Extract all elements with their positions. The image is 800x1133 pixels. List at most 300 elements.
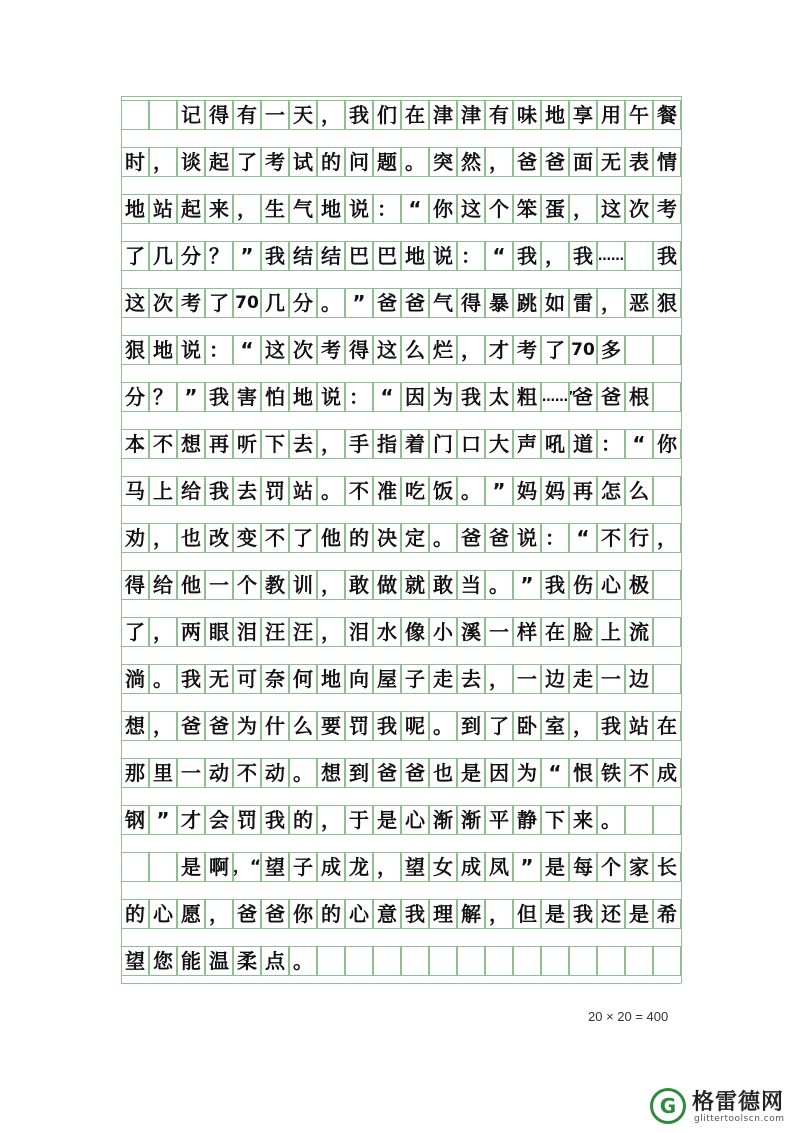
grid-cell: 狠 <box>121 335 149 365</box>
grid-cell: 我 <box>345 100 373 130</box>
grid-cell: 我 <box>457 382 485 412</box>
grid-cell: 希 <box>653 899 681 929</box>
grid-cell: 地 <box>317 664 345 694</box>
grid-cell: 会 <box>205 805 233 835</box>
grid-cell: 泪 <box>345 617 373 647</box>
grid-cell: 吼 <box>541 429 569 459</box>
grid-cell: 渐 <box>429 805 457 835</box>
grid-cell: 谈 <box>177 147 205 177</box>
grid-cell: “ <box>485 241 513 271</box>
grid-cell: 我 <box>261 805 289 835</box>
grid-cell: 想 <box>177 429 205 459</box>
grid-cell: 平 <box>485 805 513 835</box>
grid-cell: 蛋 <box>541 194 569 224</box>
grid-cell: 边 <box>625 664 653 694</box>
grid-cell <box>569 946 597 976</box>
grid-cell: 恶 <box>625 288 653 318</box>
grid-cell: 动 <box>261 758 289 788</box>
grid-cell: ， <box>485 899 513 929</box>
grid-cell: 你 <box>289 899 317 929</box>
grid-cell: 爸 <box>205 711 233 741</box>
grid-cell <box>345 946 373 976</box>
grid-cell: 一 <box>261 100 289 130</box>
grid-cell: 试 <box>289 147 317 177</box>
grid-cell: “ <box>401 194 429 224</box>
grid-cell: 说 <box>177 335 205 365</box>
grid-cell <box>373 946 401 976</box>
grid-cell: 分 <box>177 241 205 271</box>
grid-cell <box>121 852 149 882</box>
grid-cell: 变 <box>233 523 261 553</box>
grid-cell: 结 <box>317 241 345 271</box>
grid-cell: 就 <box>401 570 429 600</box>
grid-cell: 爸 <box>373 758 401 788</box>
grid-cell: 为 <box>513 758 541 788</box>
grid-cell: 定 <box>401 523 429 553</box>
grid-cell: 爸 <box>177 711 205 741</box>
grid-cell: 您 <box>149 946 177 976</box>
grid-cell: 卧 <box>513 711 541 741</box>
grid-cell: ， <box>457 335 485 365</box>
grid-cell: 罚 <box>345 711 373 741</box>
grid-cell: 我 <box>653 241 681 271</box>
grid-cell: 在 <box>401 100 429 130</box>
grid-cell: 心 <box>597 570 625 600</box>
grid-cell: 爸 <box>569 382 597 412</box>
grid-cell: 雷 <box>569 288 597 318</box>
grid-cell <box>653 335 681 365</box>
grid-cell: 。 <box>149 664 177 694</box>
grid-cell: 爸 <box>401 288 429 318</box>
grid-cell: ： <box>541 523 569 553</box>
grid-cell: 有 <box>485 100 513 130</box>
grid-cell: 我 <box>373 711 401 741</box>
grid-cell: 去 <box>289 429 317 459</box>
grid-cell <box>653 570 681 600</box>
grid-cell: 考 <box>513 335 541 365</box>
grid-cell: ……” <box>541 382 569 412</box>
grid-cell: 当 <box>457 570 485 600</box>
grid-cell: 我 <box>401 899 429 929</box>
grid-cell: 门 <box>429 429 457 459</box>
grid-cell: ， <box>541 241 569 271</box>
grid-cell: 决 <box>373 523 401 553</box>
grid-cell: 得 <box>205 100 233 130</box>
grid-cell: 站 <box>625 711 653 741</box>
grid-cell: ， <box>149 523 177 553</box>
grid-cell: 心 <box>401 805 429 835</box>
grid-cell: 我 <box>205 476 233 506</box>
grid-cell: 训 <box>289 570 317 600</box>
grid-cell: 。 <box>429 523 457 553</box>
grid-cell: 跳 <box>513 288 541 318</box>
grid-cell: 汪 <box>261 617 289 647</box>
grid-cell: ， <box>569 711 597 741</box>
grid-cell: 他 <box>177 570 205 600</box>
grid-cell: 才 <box>177 805 205 835</box>
grid-cell: 结 <box>289 241 317 271</box>
grid-cell: 淌 <box>121 664 149 694</box>
word-count-footer: 20 × 20 = 400 <box>588 1009 669 1024</box>
grid-cell: 于 <box>345 805 373 835</box>
grid-cell: 能 <box>177 946 205 976</box>
grid-cell <box>401 946 429 976</box>
grid-cell: 罚 <box>233 805 261 835</box>
grid-cell <box>597 946 625 976</box>
grid-cell: 了 <box>233 147 261 177</box>
grid-cell: 不 <box>233 758 261 788</box>
grid-cell: 子 <box>401 664 429 694</box>
grid-cell: 气 <box>289 194 317 224</box>
grid-cell <box>541 946 569 976</box>
grid-cell: 钢 <box>121 805 149 835</box>
grid-cell: 我 <box>205 382 233 412</box>
grid-cell: ， <box>485 664 513 694</box>
grid-cell: 口 <box>457 429 485 459</box>
grid-cell: 。 <box>289 946 317 976</box>
grid-cell: 到 <box>457 711 485 741</box>
grid-cell: 问 <box>345 147 373 177</box>
grid-cell: 我 <box>513 241 541 271</box>
grid-cell: 我 <box>261 241 289 271</box>
grid-cell: 无 <box>205 664 233 694</box>
grid-cell: 一 <box>177 758 205 788</box>
grid-cell: 下 <box>541 805 569 835</box>
grid-cell: 行 <box>625 523 653 553</box>
grid-cell: 的 <box>289 805 317 835</box>
grid-cell: 不 <box>597 523 625 553</box>
grid-cell: 说 <box>317 382 345 412</box>
grid-cell: ， <box>149 711 177 741</box>
grid-cell: 个 <box>597 852 625 882</box>
grid-cell: 考 <box>177 288 205 318</box>
grid-cell: 的 <box>317 147 345 177</box>
grid-cell: ” <box>485 476 513 506</box>
grid-frame-right <box>681 96 682 983</box>
grid-cell: 笨 <box>513 194 541 224</box>
grid-cell: 再 <box>569 476 597 506</box>
grid-cell: 马 <box>121 476 149 506</box>
grid-cell: 意 <box>373 899 401 929</box>
grid-cell: 为 <box>429 382 457 412</box>
grid-cell: 考 <box>261 147 289 177</box>
grid-cell <box>121 100 149 130</box>
grid-cell: ： <box>457 241 485 271</box>
grid-cell: 道 <box>569 429 597 459</box>
grid-cell <box>653 946 681 976</box>
grid-cell: 想 <box>317 758 345 788</box>
grid-cell: 这 <box>457 194 485 224</box>
grid-cell: 个 <box>485 194 513 224</box>
grid-cell: 下 <box>261 429 289 459</box>
grid-cell: 做 <box>373 570 401 600</box>
grid-cell: 解 <box>457 899 485 929</box>
grid-cell: “ <box>625 429 653 459</box>
grid-cell: 我 <box>541 570 569 600</box>
grid-cell: 们 <box>373 100 401 130</box>
grid-cell: ， <box>569 194 597 224</box>
grid-cell: 准 <box>373 476 401 506</box>
grid-cell: 的 <box>317 899 345 929</box>
grid-cell: 溪 <box>457 617 485 647</box>
grid-cell: 突 <box>429 147 457 177</box>
grid-cell: 地 <box>289 382 317 412</box>
grid-cell: ： <box>373 194 401 224</box>
grid-cell: 享 <box>569 100 597 130</box>
grid-cell: ， <box>373 852 401 882</box>
grid-cell <box>625 946 653 976</box>
grid-cell: 还 <box>597 899 625 929</box>
grid-cell: 有 <box>233 100 261 130</box>
grid-cell: 。 <box>485 570 513 600</box>
grid-cell: 一 <box>597 664 625 694</box>
grid-cell: 的 <box>345 523 373 553</box>
grid-cell: ， <box>317 805 345 835</box>
grid-cell: 敢 <box>345 570 373 600</box>
grid-cell: 像 <box>401 617 429 647</box>
grid-cell: 了 <box>121 241 149 271</box>
grid-cell: 为 <box>233 711 261 741</box>
grid-cell: 不 <box>149 429 177 459</box>
grid-cell: 地 <box>121 194 149 224</box>
grid-cell: 小 <box>429 617 457 647</box>
grid-cell: 爸 <box>513 147 541 177</box>
grid-cell: 一 <box>205 570 233 600</box>
grid-cell: 望 <box>121 946 149 976</box>
grid-cell: ” <box>513 852 541 882</box>
grid-cell: 指 <box>373 429 401 459</box>
grid-cell: ， <box>233 194 261 224</box>
grid-cell: 害 <box>233 382 261 412</box>
grid-cell: 我 <box>569 241 597 271</box>
grid-cell: …… <box>597 241 625 271</box>
grid-cell: 津 <box>457 100 485 130</box>
grid-cell: 考 <box>653 194 681 224</box>
grid-cell: 恨 <box>569 758 597 788</box>
grid-cell: 上 <box>149 476 177 506</box>
grid-cell: 了 <box>541 335 569 365</box>
grid-cell: 。 <box>317 476 345 506</box>
grid-cell: 考 <box>317 335 345 365</box>
grid-cell: 午 <box>625 100 653 130</box>
grid-cell: 一 <box>513 664 541 694</box>
grid-cell: 大 <box>485 429 513 459</box>
grid-cell: “ <box>233 335 261 365</box>
grid-cell: 用 <box>597 100 625 130</box>
grid-cell: 地 <box>541 100 569 130</box>
grid-cell: 再 <box>205 429 233 459</box>
grid-cell: 龙 <box>345 852 373 882</box>
grid-cell: ，“ <box>233 852 261 882</box>
grid-cell: 。 <box>289 758 317 788</box>
grid-cell: 站 <box>289 476 317 506</box>
grid-cell <box>149 852 177 882</box>
grid-cell: 天 <box>289 100 317 130</box>
grid-cell: 的 <box>121 899 149 929</box>
grid-cell: ， <box>317 429 345 459</box>
grid-cell: 子 <box>289 852 317 882</box>
grid-cell: 记 <box>177 100 205 130</box>
grid-cell: 得 <box>121 570 149 600</box>
grid-cell: 粗 <box>513 382 541 412</box>
grid-cell: 无 <box>597 147 625 177</box>
grid-cell: 到 <box>345 758 373 788</box>
grid-cell: 是 <box>457 758 485 788</box>
grid-cell: 气 <box>429 288 457 318</box>
grid-cell: ， <box>317 617 345 647</box>
grid-cell: ， <box>317 570 345 600</box>
grid-cell: 可 <box>233 664 261 694</box>
grid-cell: 眼 <box>205 617 233 647</box>
grid-cell: 奈 <box>261 664 289 694</box>
grid-cell: 70 <box>569 335 597 365</box>
grid-cell <box>653 805 681 835</box>
grid-cell: ， <box>149 147 177 177</box>
grid-cell <box>653 382 681 412</box>
grid-cell: 罚 <box>261 476 289 506</box>
logo-icon: G <box>650 1088 686 1124</box>
grid-cell: 题 <box>373 147 401 177</box>
grid-cell: 望 <box>401 852 429 882</box>
grid-cell: ” <box>177 382 205 412</box>
grid-cell: 因 <box>401 382 429 412</box>
grid-cell: 了 <box>205 288 233 318</box>
grid-cell: 暴 <box>485 288 513 318</box>
grid-cell: 向 <box>345 664 373 694</box>
grid-cell: 去 <box>233 476 261 506</box>
grid-cell: 不 <box>345 476 373 506</box>
grid-cell: 表 <box>625 147 653 177</box>
grid-cell <box>457 946 485 976</box>
grid-cell: 多 <box>597 335 625 365</box>
grid-cell: 给 <box>177 476 205 506</box>
grid-cell: 爸 <box>485 523 513 553</box>
grid-cell: 起 <box>205 147 233 177</box>
grid-cell: 走 <box>429 664 457 694</box>
grid-cell: 地 <box>317 194 345 224</box>
grid-cell: 然 <box>457 147 485 177</box>
grid-cell: 是 <box>541 852 569 882</box>
grid-cell: 我 <box>569 899 597 929</box>
grid-cell: 爸 <box>401 758 429 788</box>
grid-cell: 边 <box>541 664 569 694</box>
grid-cell: 在 <box>541 617 569 647</box>
grid-cell: 吃 <box>401 476 429 506</box>
grid-cell: 几 <box>261 288 289 318</box>
grid-cell: 听 <box>233 429 261 459</box>
grid-cell: ？ <box>149 382 177 412</box>
grid-cell: 个 <box>233 570 261 600</box>
grid-cell: 怎 <box>597 476 625 506</box>
grid-cell: 几 <box>149 241 177 271</box>
grid-cell: 你 <box>429 194 457 224</box>
grid-cell: 来 <box>205 194 233 224</box>
grid-cell: 流 <box>625 617 653 647</box>
grid-cell: 呢 <box>401 711 429 741</box>
grid-cell: 太 <box>485 382 513 412</box>
grid-cell: 次 <box>149 288 177 318</box>
grid-cell <box>513 946 541 976</box>
grid-cell: 成 <box>653 758 681 788</box>
grid-cell: 不 <box>625 758 653 788</box>
watermark-title: 格雷德网 <box>692 1089 785 1115</box>
grid-cell: 伤 <box>569 570 597 600</box>
grid-cell: 分 <box>121 382 149 412</box>
grid-cell: 想 <box>121 711 149 741</box>
grid-cell: 了 <box>485 711 513 741</box>
grid-cell: 时 <box>121 147 149 177</box>
grid-cell: 他 <box>317 523 345 553</box>
grid-cell <box>625 241 653 271</box>
grid-cell: 两 <box>177 617 205 647</box>
grid-cell: ， <box>149 617 177 647</box>
grid-cell: ， <box>317 100 345 130</box>
grid-cell: 么 <box>625 476 653 506</box>
grid-cell <box>653 617 681 647</box>
grid-cell: 站 <box>149 194 177 224</box>
grid-cell: 是 <box>373 805 401 835</box>
grid-cell: 面 <box>569 147 597 177</box>
grid-cell: 起 <box>177 194 205 224</box>
grid-cell: “ <box>373 382 401 412</box>
grid-cell: 。 <box>597 805 625 835</box>
grid-cell: 说 <box>513 523 541 553</box>
grid-cell: 得 <box>457 288 485 318</box>
grid-cell: 理 <box>429 899 457 929</box>
grid-cell: 这 <box>261 335 289 365</box>
grid-cell: 劝 <box>121 523 149 553</box>
grid-cell: 狠 <box>653 288 681 318</box>
grid-cell: ， <box>653 523 681 553</box>
grid-cell: 那 <box>121 758 149 788</box>
grid-cell: 不 <box>261 523 289 553</box>
grid-cell: 巴 <box>373 241 401 271</box>
grid-frame-top <box>121 96 681 97</box>
grid-cell: ” <box>233 241 261 271</box>
grid-cell: “ <box>569 523 597 553</box>
grid-cell: ， <box>597 288 625 318</box>
grid-cell: 是 <box>177 852 205 882</box>
grid-cell: 啊 <box>205 852 233 882</box>
grid-cell: 女 <box>429 852 457 882</box>
grid-cell: ” <box>149 805 177 835</box>
grid-cell: 每 <box>569 852 597 882</box>
grid-cell: 这 <box>121 288 149 318</box>
grid-cell <box>653 476 681 506</box>
grid-cell: 走 <box>569 664 597 694</box>
grid-cell: ， <box>485 147 513 177</box>
grid-cell: 室 <box>541 711 569 741</box>
grid-cell: 何 <box>289 664 317 694</box>
grid-cell: 也 <box>177 523 205 553</box>
grid-cell: 渐 <box>457 805 485 835</box>
grid-cell: 说 <box>429 241 457 271</box>
grid-cell <box>149 100 177 130</box>
grid-cell: 愿 <box>177 899 205 929</box>
grid-frame-bottom <box>121 983 681 984</box>
grid-cell: “ <box>541 758 569 788</box>
grid-cell: 爸 <box>541 147 569 177</box>
grid-cell: 了 <box>121 617 149 647</box>
grid-cell: 里 <box>149 758 177 788</box>
grid-cell: ” <box>345 288 373 318</box>
grid-cell: 屋 <box>373 664 401 694</box>
grid-cell <box>429 946 457 976</box>
grid-cell: 家 <box>625 852 653 882</box>
grid-cell: 分 <box>289 288 317 318</box>
grid-cell: 是 <box>625 899 653 929</box>
grid-cell: 餐 <box>653 100 681 130</box>
